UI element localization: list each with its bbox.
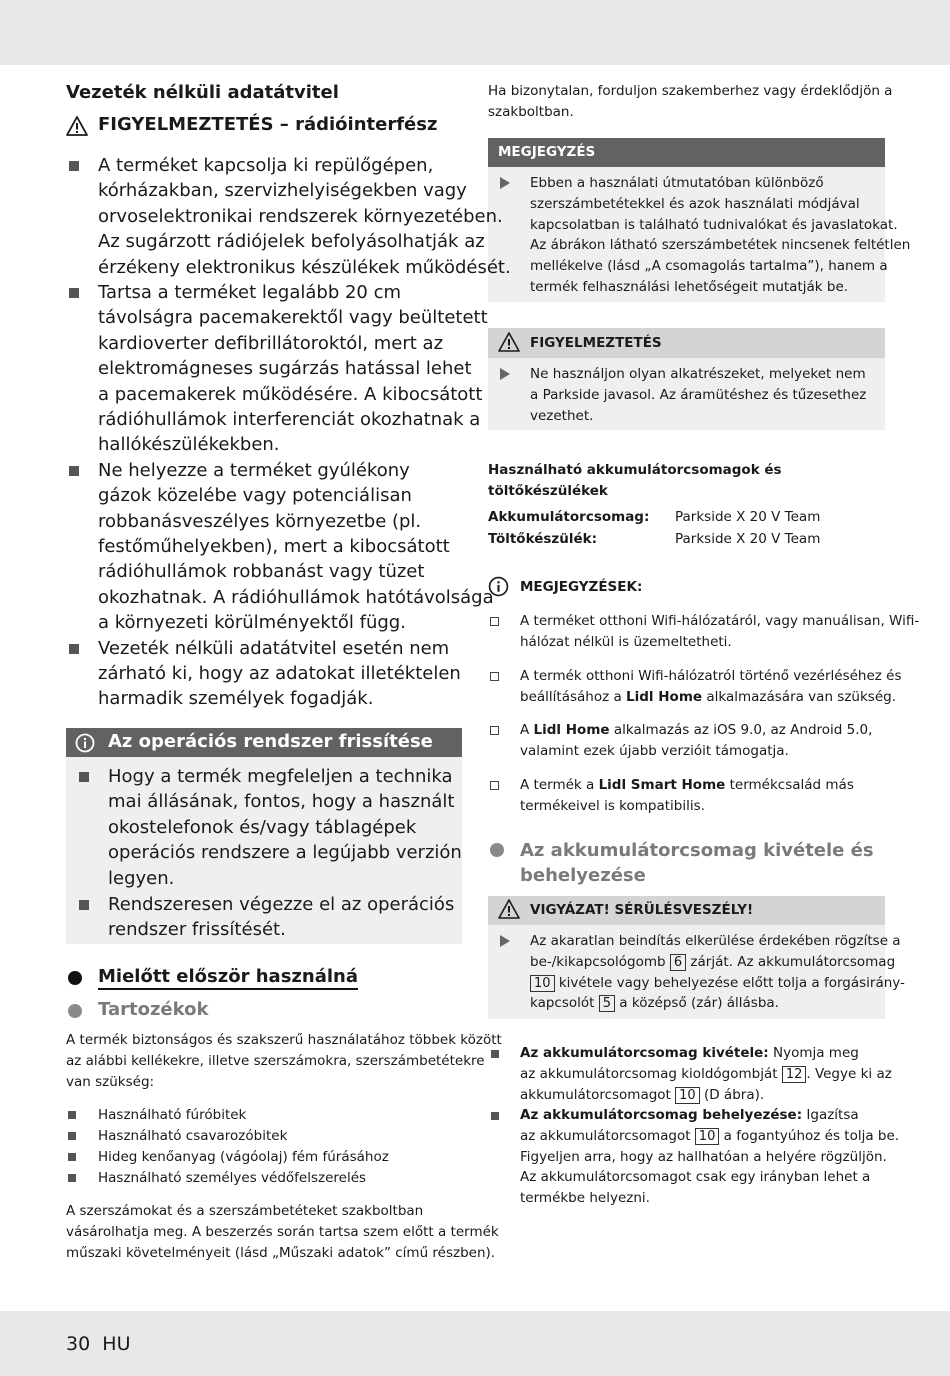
bullet-dot-icon [68, 971, 82, 985]
first-use-title: Mielőtt először használná [98, 966, 358, 990]
note-item: A terméket otthoni Wifi-hálózatáról, vagy manuálisan, Wifi- hálózat nélkül is üzemeltetheti. [520, 613, 920, 650]
note-line: szerszámbetétekkel és azok használati módjával [530, 195, 860, 212]
info-icon [75, 733, 95, 753]
warning-title-radio: FIGYELMEZTETÉS – rádióinterfész [98, 114, 438, 135]
warning-triangle-icon [498, 899, 520, 919]
bullet-square-icon [491, 1112, 499, 1120]
os-update-line: operációs rendszere a legújabb verzión [108, 842, 462, 864]
accessories-outro-line: műszaki követelményeit (lásd „Műszaki adatok” című részben). [66, 1245, 496, 1261]
warning-line: vezethet. [530, 407, 594, 424]
bullet-square-icon [79, 772, 89, 782]
bullet-square-icon [68, 1153, 76, 1161]
accessories-outro-line: vásárolhatja meg. A beszerzés során tartsa szem előtt a termék [66, 1224, 499, 1240]
checkbox-bullet-icon [490, 617, 499, 626]
os-update-line: okostelefonok és/vagy táblagépek [108, 816, 417, 838]
os-update-line: rendszer frissítését. [108, 919, 286, 941]
warning-line: a pacemakerek működésére. A kibocsátott [98, 383, 483, 405]
warning-line: harmadik személyek fogadják. [98, 688, 374, 710]
bullet-square-icon [68, 1174, 76, 1182]
accessory-item: Hideg kenőanyag (vágóolaj) fém fúrásához [98, 1149, 389, 1165]
warning-line: Ne helyezze a terméket gyúlékony [98, 459, 410, 481]
note-line: Az ábrákon látható szerszámbetétek nincsenek feltétlen [530, 237, 911, 254]
warning-line: a Parkside javasol. Az áramütéshez és tűzesethez [530, 386, 867, 403]
battery-title-line: töltőkészülékek [488, 483, 608, 499]
bullet-square-icon [69, 644, 79, 654]
battery-row-label: Töltőkészülék: [488, 531, 598, 547]
warning-line: gázok közelébe vagy potenciálisan [98, 485, 412, 507]
warning-triangle-icon [498, 332, 520, 352]
note-item: A Lidl Home alkalmazás az iOS 9.0, az Android 5.0, valamint ezek újabb verzióit támogatja. [520, 722, 873, 759]
note-item: A termék otthoni Wifi-hálózatról történő vezérléséhez és beállításához a Lidl Home alkalmazására van szükség. [520, 668, 902, 705]
checkbox-bullet-icon [490, 726, 499, 735]
bullet-dot-gray-icon [490, 843, 504, 857]
battery-section-title: Az akkumulátorcsomag kivétele és behelyezése [520, 840, 874, 886]
intro-line: szakboltban. [488, 104, 574, 120]
os-update-line: legyen. [108, 867, 175, 889]
accessories-outro-line: A szerszámokat és a szerszámbetéteket szakboltban [66, 1203, 424, 1219]
os-update-title: Az operációs rendszer frissítése [108, 731, 433, 752]
note-line: mellékelve (lásd „A csomagolás tartalma”), hanem a [530, 258, 888, 275]
warning-line: robbanásveszélyes környezetbe (pl. [98, 510, 422, 532]
warning-line: a környezeti körülményektől függ. [98, 612, 406, 634]
os-update-line: Rendszeresen végezze el az operációs [108, 894, 455, 915]
note-line: kapcsolatban is található tudnivalókat és javaslatokat. [530, 216, 898, 233]
bullet-square-icon [68, 1111, 76, 1119]
insert-instructions: Az akkumulátorcsomag behelyezése: Igazítsa az akkumulátorcsomagot 10 a fogantyúhoz és tolja be. Figyeljen arra, hogy az hallhatóan a helyére rögzüljön. Az akkumulátorcsomagot csak egy irányban lehet a termékbe helyezni. [520, 1107, 900, 1207]
warning-line: Az sugárzott rádiójelek befolyásolhatják az [98, 231, 485, 253]
warning-triangle-icon [66, 116, 88, 136]
bullet-square-icon [68, 1132, 76, 1140]
remove-instructions: Az akkumulátorcsomag kivétele: Nyomja meg az akkumulátorcsomag kioldógombját 12 . Vegye ki az akkumulátorcsomagot 10 (D ábra). [520, 1045, 892, 1103]
note-line: termék felhasználási lehetőségeit mutatják be. [530, 279, 849, 295]
os-update-line: mai állásának, fontos, hogy a használt [108, 791, 455, 813]
warning-line: elektromágneses sugárzás hatással lehet [98, 358, 472, 380]
notes-title: MEGJEGYZÉSEK: [520, 579, 643, 595]
note-title: MEGJEGYZÉS [498, 144, 596, 160]
warning-line: rádióhullámok interferenciát okozhatnak a [98, 409, 481, 430]
checkbox-bullet-icon [490, 672, 499, 681]
warning-line: távolságra pacemakerektől vagy beültetett [98, 307, 488, 329]
bullet-square-icon [69, 161, 79, 171]
accessories-intro-line: A termék biztonságos és szakszerű használatához többek között [66, 1032, 502, 1048]
note-line: Ebben a használati útmutatóban különböző [530, 175, 824, 191]
note-item: A termék a Lidl Smart Home termékcsalád más termékeivel is kompatibilis. [520, 777, 854, 814]
caution-text: Az akaratlan beindítás elkerülése érdekében rögzítse a be-/kikapcsológomb 6 zárját. Az akkumulátorcsomag 10 kivétele vagy behelyezése előtt tolja a forgásirány- kapcsolót 5 a középső (zár) állásba. [530, 933, 905, 1012]
warning-line: okozhatnak. A rádióhullámok hatótávolsága [98, 586, 494, 608]
battery-row-value: Parkside X 20 V Team [675, 509, 821, 525]
intro-line: Ha bizonytalan, forduljon szakemberhez vagy érdeklődjön a [488, 83, 893, 99]
caution-title: VIGYÁZAT! SÉRÜLÉSVESZÉLY! [530, 902, 754, 918]
accessory-item: Használható személyes védőfelszerelés [98, 1170, 367, 1186]
battery-row-value: Parkside X 20 V Team [675, 531, 821, 547]
warning-line: kórházakban, szervizhelyiségekben vagy [98, 180, 467, 202]
arrow-icon [500, 935, 510, 947]
os-update-line: Hogy a termék megfeleljen a technika [108, 766, 453, 787]
warning-line: Tartsa a terméket legalább 20 cm [98, 282, 402, 303]
warning-line: hallókészülékekben. [98, 434, 280, 456]
warning-line: orvoselektronikai rendszerek környezetében. [98, 205, 503, 227]
warning-line: kardioverter defibrillátoroktól, mert az [98, 332, 444, 354]
section-title-wireless: Vezeték nélküli adatátvitel [66, 82, 339, 103]
bullet-square-icon [69, 466, 79, 476]
page-number: 30 HU [66, 1333, 131, 1355]
accessories-title: Tartozékok [98, 999, 209, 1020]
accessory-item: Használható csavarozóbitek [98, 1128, 288, 1144]
battery-row-label: Akkumulátorcsomag: [488, 509, 650, 525]
accessories-intro-line: az alábbi kellékekre, illetve szerszámokra, szerszámbetétekre [66, 1053, 485, 1069]
arrow-icon [500, 177, 510, 189]
bullet-square-icon [491, 1050, 499, 1058]
warning-line: rádióhullámok robbanást vagy tüzet [98, 561, 425, 583]
warning-title: FIGYELMEZTETÉS [530, 335, 662, 351]
accessory-item: Használható fúróbitek [98, 1107, 247, 1123]
battery-title-line: Használható akkumulátorcsomagok és [488, 462, 782, 478]
arrow-icon [500, 368, 510, 380]
bullet-square-icon [69, 288, 79, 298]
warning-line: érzékeny elektronikus készülékek működését. [98, 256, 511, 278]
warning-line: Ne használjon olyan alkatrészeket, melyeket nem [530, 366, 866, 382]
footer-bar [0, 1311, 950, 1376]
bullet-square-icon [79, 900, 89, 910]
bullet-dot-gray-icon [68, 1004, 82, 1018]
warning-line: A terméket kapcsolja ki repülőgépen, [98, 155, 434, 176]
checkbox-bullet-icon [490, 781, 499, 790]
warning-line: festőműhelyekben), mert a kibocsátott [98, 536, 450, 557]
warning-line: zárható ki, hogy az adatokat illetéktelen [98, 663, 461, 684]
accessories-intro-line: van szükség: [66, 1074, 155, 1090]
top-bar [0, 0, 950, 65]
warning-line: Vezeték nélküli adatátvitel esetén nem [98, 637, 450, 659]
